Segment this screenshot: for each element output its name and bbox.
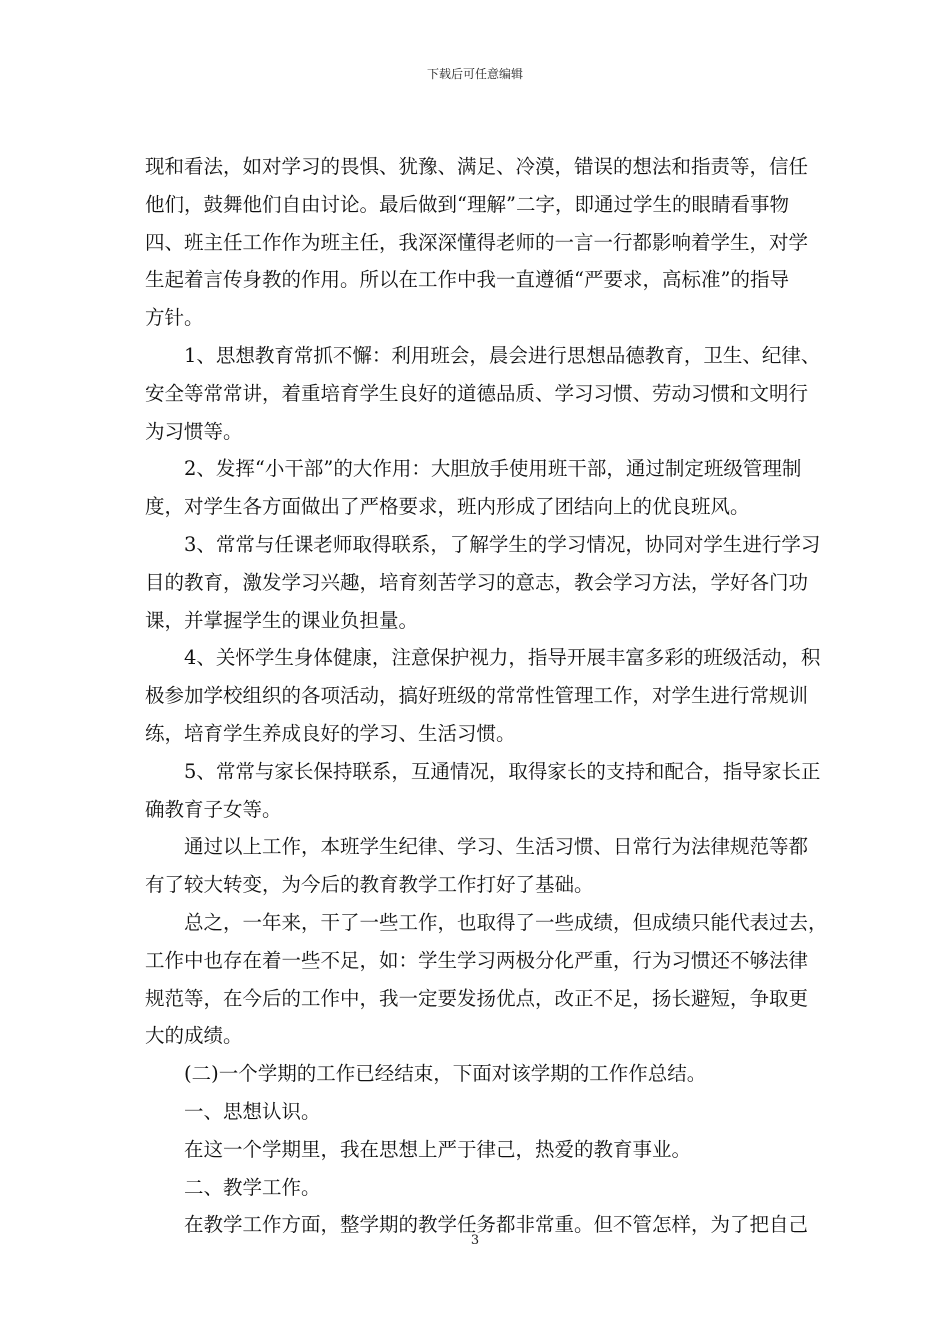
text-line: 四、班主任工作作为班主任，我深深懂得老师的一言一行都影响着学生，对学 <box>145 230 809 254</box>
text-line: 4、关怀学生身体健康，注意保护视力，指导开展丰富多彩的班级活动，积 <box>184 646 821 670</box>
text-line: 总之，一年来，干了一些工作，也取得了一些成绩，但成绩只能代表过去， <box>184 910 828 934</box>
text-line: 目的教育，激发学习兴趣，培育刻苦学习的意志，教会学习方法，学好各门功 <box>145 570 809 594</box>
text-line: 有了较大转变，为今后的教育教学工作打好了基础。 <box>145 873 594 897</box>
text-line: 5、常常与家长保持联系，互通情况，取得家长的支持和配合，指导家长正 <box>184 759 821 783</box>
text-line: 极参加学校组织的各项活动，搞好班级的常常性管理工作，对学生进行常规训 <box>145 684 809 708</box>
text-line: 现和看法，如对学习的畏惧、犹豫、满足、冷漠，错误的想法和指责等，信任 <box>145 155 809 178</box>
text-line: (二)一个学期的工作已经结束，下面对该学期的工作作总结。 <box>184 1062 707 1086</box>
text-line: 确教育子女等。 <box>145 797 282 821</box>
text-line: 在这一个学期里，我在思想上严于律己，热爱的教育事业。 <box>184 1137 692 1161</box>
text-line: 方针。 <box>145 306 204 330</box>
text-line: 规范等，在今后的工作中，我一定要发扬优点，改正不足，扬长避短，争取更 <box>145 986 809 1010</box>
text-line: 通过以上工作，本班学生纪律、学习、生活习惯、日常行为法律规范等都 <box>184 835 809 859</box>
text-line: 大的成绩。 <box>145 1024 243 1048</box>
text-line: 一、思想认识。 <box>184 1099 321 1123</box>
text-line: 3、常常与任课老师取得联系，了解学生的学习情况，协同对学生进行学习 <box>184 532 821 556</box>
text-line: 二、教学工作。 <box>184 1175 321 1199</box>
text-line: 安全等常常讲，着重培育学生良好的道德品质、学习习惯、劳动习惯和文明行 <box>145 381 809 405</box>
text-line: 在教学工作方面，整学期的教学任务都非常重。但不管怎样，为了把自己 <box>184 1213 809 1237</box>
document-body <box>145 154 828 1250</box>
text-line: 生起着言传身教的作用。所以在工作中我一直遵循“严要求，高标准”的指导 <box>145 268 789 292</box>
text-line: 为习惯等。 <box>145 419 243 443</box>
text-line: 度，对学生各方面做出了严格要求，班内形成了团结向上的优良班风。 <box>145 495 750 519</box>
text-line: 1、思想教育常抓不懈：利用班会，晨会进行思想品德教育，卫生、纪律、 <box>184 343 821 367</box>
text-line: 课，并掌握学生的课业负担量。 <box>145 608 419 632</box>
text-line: 工作中也存在着一些不足，如：学生学习两极分化严重，行为习惯还不够法律 <box>145 948 809 972</box>
page-header: 下载后可任意编辑 <box>426 67 523 81</box>
text-line: 练，培育学生养成良好的学习、生活习惯。 <box>145 721 516 745</box>
page-number: 3 <box>470 1233 480 1248</box>
text-line: 2、发挥“小干部”的大作用：大胆放手使用班干部，通过制定班级管理制 <box>184 457 802 481</box>
text-line: 他们，鼓舞他们自由讨论。最后做到“理解”二字，即通过学生的眼睛看事物 <box>145 192 789 216</box>
